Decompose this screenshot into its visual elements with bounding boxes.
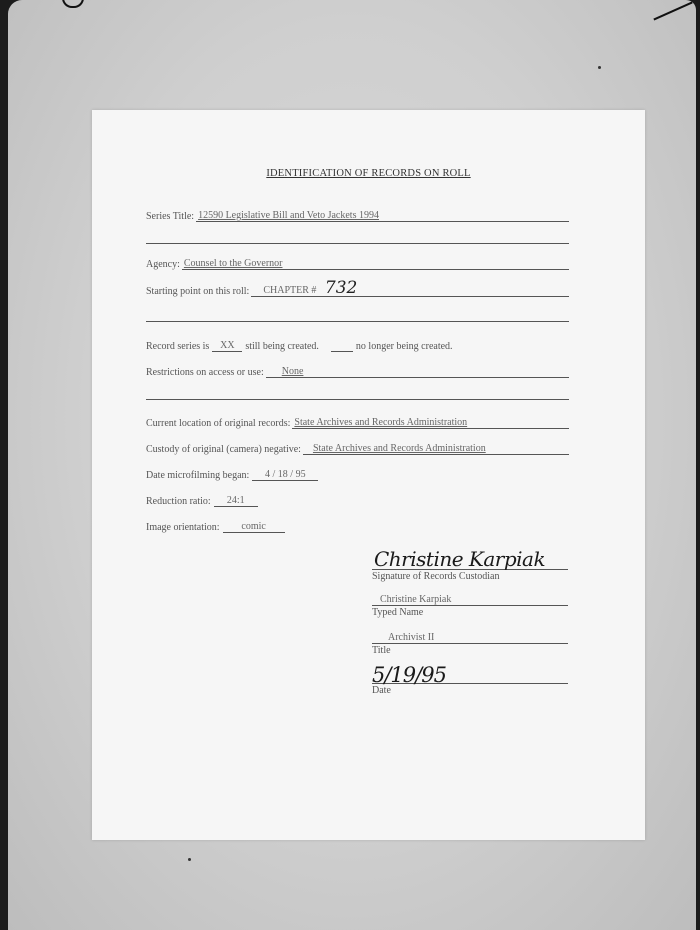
title-block <box>372 626 568 656</box>
series-title-field <box>146 206 569 222</box>
typed-name-line <box>372 588 568 606</box>
signature-caption: Signature of Records Custodian <box>372 571 500 582</box>
reduction-value: 24:1 <box>214 495 258 507</box>
date-began-label: Date microfilming began: <box>146 470 250 481</box>
signature-line <box>372 548 568 570</box>
current-location-field <box>146 413 569 429</box>
restrictions-label: Restrictions on access or use: <box>146 367 264 378</box>
still-being-created-mark: XX <box>212 340 242 352</box>
blank-line <box>146 399 569 400</box>
record-series-field <box>146 336 453 352</box>
still-being-created-label: still being created. <box>245 341 319 352</box>
title-value: Archivist II <box>388 632 435 643</box>
series-title-value: 12590 Legislative Bill and Veto Jackets 1994 <box>196 210 569 222</box>
agency-field <box>146 254 569 270</box>
records-form-page <box>92 110 645 840</box>
agency-label: Agency: <box>146 259 180 270</box>
record-series-prefix: Record series is <box>146 341 210 352</box>
custody-label: Custody of original (camera) negative: <box>146 444 301 455</box>
date-began-field <box>146 465 321 481</box>
film-corner-mark <box>62 0 84 8</box>
custody-field <box>146 439 569 455</box>
current-location-label: Current location of original records: <box>146 418 291 429</box>
signature-block <box>372 548 568 582</box>
date-block <box>372 662 568 696</box>
film-speck <box>598 66 601 69</box>
custody-value: State Archives and Records Administration <box>303 443 569 455</box>
orientation-field <box>146 517 288 533</box>
starting-point-prefix: CHAPTER # <box>263 285 317 296</box>
handwritten-date: 5/19/95 <box>372 663 446 687</box>
series-title-label: Series Title: <box>146 211 195 222</box>
starting-point-label: Starting point on this roll: <box>146 286 250 297</box>
restrictions-value: None <box>266 366 569 378</box>
form-heading: IDENTIFICATION OF RECORDS ON ROLL <box>266 168 471 179</box>
no-longer-created-mark <box>331 351 353 352</box>
film-speck <box>188 858 191 861</box>
typed-name-block <box>372 588 568 618</box>
starting-point-value <box>251 278 569 298</box>
current-location-value: State Archives and Records Administration <box>292 417 569 429</box>
no-longer-created-label: no longer being created. <box>355 341 453 352</box>
handwritten-signature: Christine Karpiak <box>374 547 546 571</box>
orientation-label: Image orientation: <box>146 522 220 533</box>
starting-point-handwritten: 732 <box>324 278 358 298</box>
blank-line <box>146 243 569 244</box>
title-line <box>372 626 568 644</box>
reduction-label: Reduction ratio: <box>146 496 211 507</box>
title-caption: Title <box>372 645 391 656</box>
microfilm-frame <box>8 0 696 930</box>
orientation-value: comic <box>223 521 285 533</box>
reduction-field <box>146 491 261 507</box>
date-began-value: 4 / 18 / 95 <box>252 469 318 481</box>
date-line <box>372 662 568 687</box>
blank-line <box>146 321 569 322</box>
typed-name-caption: Typed Name <box>372 607 424 618</box>
restrictions-field <box>146 362 569 378</box>
typed-name-value: Christine Karpiak <box>380 594 452 605</box>
date-caption: Date <box>372 685 391 696</box>
starting-point-field <box>146 278 569 298</box>
film-corner-mark <box>653 2 692 21</box>
agency-value: Counsel to the Governor <box>182 258 569 270</box>
